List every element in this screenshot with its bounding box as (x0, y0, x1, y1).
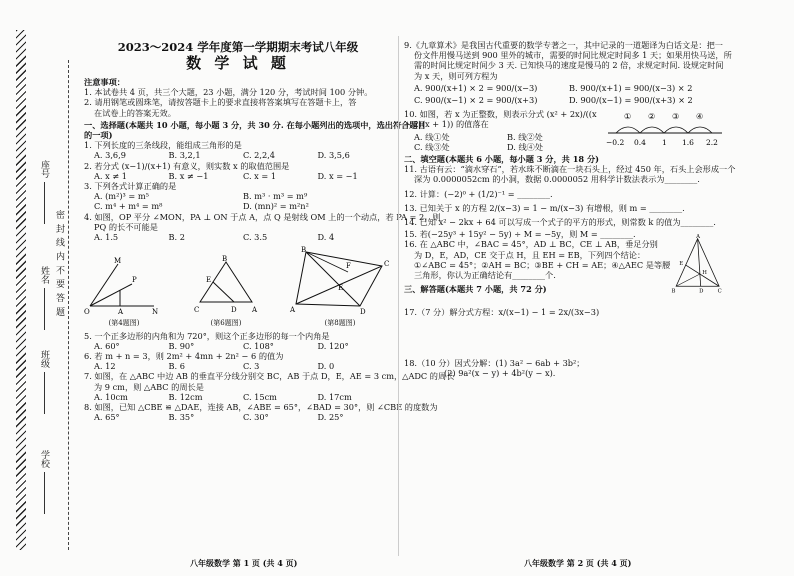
perpendicular-bisector-figure (186, 254, 266, 316)
option: A. 65° (94, 412, 120, 423)
question-1-options (84, 150, 392, 160)
option: D. 线④处 (507, 141, 544, 152)
question-4-options (84, 232, 392, 242)
label-E: E (338, 284, 344, 293)
figure-row (84, 246, 392, 328)
question-3-options (84, 201, 392, 211)
label-A: A (696, 234, 701, 241)
option: A. 线①处 (414, 131, 450, 142)
label-B: B (671, 288, 676, 295)
question-6-options (84, 361, 392, 371)
label-C: C (194, 306, 200, 315)
option: B. 2 (168, 232, 185, 243)
field-school (38, 450, 51, 514)
page-divider (398, 36, 399, 556)
page-2 (404, 40, 736, 378)
page-2-footer: 八年级数学 第 2 页 (共 4 页) (524, 558, 632, 568)
field-label: 学校 (39, 450, 49, 468)
figure-6 (186, 254, 266, 328)
question-16: ①∠ABC = 45°；②AH = BC；③BE + CH = AE；④△AEC 是等腰 (414, 259, 671, 270)
question-16: 16. 在 △ABC 中，∠BAC = 45°，AD ⊥ BC，CE ⊥ AB，垂足分别 (404, 239, 658, 250)
label-B: B (222, 255, 228, 264)
option: B. 900/(x+1) = 900/(x−3) × 2 (569, 82, 693, 93)
notice-line: 在试卷上的答案无效。 (94, 107, 176, 118)
arc-label-2: ② (648, 112, 656, 122)
question-17: 17.（7 分）解分式方程：x/(x−1) − 1 = 2x/(3x−3) (404, 307, 600, 318)
question-10: 10. 如图，若 x 为正整数，则表示分式 (x² + 2x)/((x + 2)(x + 1)) 的值落在 (404, 109, 597, 130)
option: C. 15cm (243, 391, 277, 402)
question-4: 4. 如图，OP 平分 ∠MON，PA ⊥ ON 于点 A，点 Q 是射线 OM 上的一个动点，若 PA = 2，则 (84, 211, 441, 222)
option: C. 2,2,4 (243, 150, 276, 161)
tick-label: 2.2 (706, 138, 718, 148)
figure-4-caption: (第4题图) (108, 319, 140, 328)
field-label: 姓名 (39, 266, 49, 284)
tick-label: 1.6 (682, 138, 694, 148)
question-16-text (404, 239, 670, 303)
tick-label: −0.2 (606, 138, 625, 148)
question-14: 14. 已知 x² − 2kx + 64 可以写成一个式子的平方的形式，则常数 k 的值为________. (404, 217, 716, 228)
option: D. 25° (317, 412, 344, 423)
section-1-heading: 一、选择题(本题共 10 小题，每小题 3 分，共 30 分. 在每小题列出的选项中，选出符合题目 (84, 119, 426, 130)
question-9: 9.《九章算术》是我国古代重要的数学专著之一，其中记录的一道题译为白话文是：把一 (404, 40, 723, 50)
field-class (38, 350, 51, 414)
section-1-heading: 的一项) (84, 130, 113, 141)
label-E: E (206, 276, 212, 285)
question-10-text (404, 109, 600, 152)
option: B. x ≠ −1 (168, 170, 209, 181)
question-5-options (84, 341, 392, 351)
question-16: 为 D，E，AD，CE 交于点 H，且 EH = EB，下列四个结论： (414, 249, 646, 260)
field-seat (38, 160, 51, 224)
label-P: P (132, 276, 137, 285)
angle-bisector-figure (84, 254, 164, 316)
option: B. m³ · m³ = m⁹ (243, 191, 308, 202)
section-3-heading: 三、解答题(本题共 7 小题，共 72 分) (404, 284, 547, 295)
option: B. 6 (168, 361, 185, 372)
question-11: 深为 0.0000052cm 的小洞，数据 0.0000052 用科学计数法表示为________. (414, 174, 700, 185)
congruent-triangles-figure (288, 246, 392, 316)
question-6: 6. 若 m + n = 3，则 2m² + 4mn + 2n² − 6 的值为 (84, 351, 284, 362)
hatch-border (16, 30, 26, 550)
option: B. 90° (168, 340, 195, 351)
label-H: H (702, 270, 708, 277)
label-D: D (699, 288, 704, 295)
binding-strip (14, 30, 64, 550)
question-3-options (84, 191, 392, 201)
option: A. 10cm (94, 391, 128, 402)
exam-title: 2023～2024 学年度第一学期期末考试八年级 (117, 40, 359, 54)
option: C. 线③处 (414, 141, 450, 152)
figure-6-caption: (第6题图) (210, 319, 242, 328)
arc-label-4: ④ (696, 112, 704, 122)
field-label: 班级 (39, 350, 49, 368)
option: D. (mn)² = m²n² (243, 201, 309, 212)
arc-label-3: ③ (672, 112, 680, 122)
question-10-options (404, 142, 600, 152)
option: C. 108° (243, 340, 274, 351)
question-7: 7. 如图，在 △ABC 中边 AB 的垂直平分线分别交 BC，AB 于点 D，E，AE = 3 cm，△ADC 的周长 (84, 371, 455, 382)
question-16: 三角形，你认为正确结论有________个. (414, 270, 556, 281)
option: D. 17cm (317, 391, 352, 402)
question-18: 18.（10 分）因式分解：(1) 3a² − 6ab + 3b²； (404, 357, 585, 368)
question-18: (2) 9a²(x − y) + 4b²(y − x). (444, 367, 556, 378)
label-C: C (384, 260, 390, 269)
question-2: 2. 若分式 (x−1)/(x+1) 有意义，则实数 x 的取值范围是 (84, 160, 290, 171)
label-M: M (114, 257, 122, 266)
tick-label: 1 (662, 138, 667, 148)
exam-subtitle: 数 学 试 题 (186, 54, 290, 72)
question-9: 需的时间比规定时间少 3 天. 已知快马的速度是慢马的 2 倍，求规定时间. 设规定时间 (414, 60, 724, 71)
figure-8-caption: (第8题图) (324, 319, 356, 328)
option: A. 900/(x+1) × 2 = 900/(x−3) (414, 82, 538, 93)
question-7-options (84, 392, 392, 402)
label-N: N (152, 308, 159, 317)
option: A. 12 (94, 361, 116, 372)
option: D. 4 (317, 232, 335, 243)
question-9: 份文件用慢马送到 900 里外的城市，需要的时间比规定时间多 1 天；如果用快马送，所 (414, 50, 732, 61)
question-8: 8. 如图，已知 △CBE ≌ △DAE，连接 AB，∠ABE = 65°，∠BAD = 30°，则 ∠CBE 的度数为 (84, 402, 438, 413)
question-2-options (84, 171, 392, 181)
answer-space (404, 318, 724, 358)
option: D. 120° (317, 340, 349, 351)
triangle-altitudes-figure (670, 225, 724, 303)
label-C: C (717, 288, 722, 295)
option: C. 30° (243, 412, 269, 423)
question-4: PQ 的长不可能是 (94, 221, 158, 232)
question-12: 12. 计算：(−2)⁰ + (1/2)⁻¹ = ________. (404, 188, 553, 199)
figure-4 (84, 254, 164, 328)
label-A: A (290, 306, 296, 315)
option: A. (m²)³ = m⁵ (94, 191, 149, 202)
seal-line-text: 密 封 线 内 不 要 答 题 (54, 210, 64, 318)
option: A. 60° (94, 340, 120, 351)
option: B. 12cm (168, 391, 203, 402)
question-3: 3. 下列各式计算正确的是 (84, 181, 177, 192)
option: C. 3.5 (243, 232, 268, 243)
option: C. 900/(x−1) × 2 = 900/(x+3) (414, 95, 538, 106)
section-2-heading: 二、填空题(本题共 6 小题，每小题 3 分，共 18 分) (404, 154, 600, 165)
option: D. x = −1 (317, 170, 358, 181)
option: B. 35° (168, 412, 195, 423)
option: C. 3 (243, 361, 260, 372)
label-A: A (252, 306, 258, 315)
number-line-figure (606, 109, 724, 149)
question-9-options (404, 95, 724, 105)
option: B. 3,2,1 (168, 150, 201, 161)
option: D. 0 (317, 361, 335, 372)
question-1: 1. 下列长度的三条线段，能组成三角形的是 (84, 140, 242, 151)
label-D: D (231, 306, 237, 315)
arc-label-1: ① (624, 112, 632, 122)
label-D: D (360, 308, 366, 317)
question-9: 为 x 天，则可列方程为 (414, 70, 498, 81)
question-8-options (84, 412, 392, 422)
option: D. 900/(x−1) = 900/(x+3) × 2 (569, 95, 693, 106)
notice-line: 1. 本试卷共 4 页，共三个大题，23 小题，满分 120 分，考试时间 100 分钟。 (84, 87, 373, 98)
label-B: B (301, 246, 307, 255)
option: C. m⁴ + m⁴ = m⁸ (94, 201, 163, 212)
question-10-options (404, 132, 600, 142)
question-7: 为 9 cm，则 △ABC 的周长是 (94, 381, 204, 392)
question-15: 15. 若(−25y³ + 15y² − 5y) ÷ M = −5y，则 M = ________. (404, 229, 636, 240)
question-5: 5. 一个正多边形的内角和为 720°，则这个正多边形的每一个内角是 (84, 330, 330, 341)
question-13: 13. 已知关于 x 的方程 2/(x−3) = 1 − m/(x−3) 有增根，则 m = ________. (404, 202, 685, 213)
label-F: F (346, 262, 351, 271)
option: D. 3,5,6 (317, 150, 350, 161)
page-1-footer: 八年级数学 第 1 页 (共 4 页) (190, 558, 298, 568)
option: A. 3,6,9 (94, 150, 126, 161)
label-E: E (679, 261, 684, 268)
option: A. 1.5 (94, 232, 119, 243)
question-9-options (404, 83, 724, 93)
tick-label: 0.4 (634, 138, 646, 148)
notice-title: 注意事项： (84, 77, 125, 87)
label-A: A (118, 308, 124, 317)
notice-line: 2. 请用钢笔或圆珠笔，请按答题卡上的要求直接将答案填写在答题卡上，答 (84, 97, 357, 108)
question-10-block (404, 109, 724, 152)
field-name (38, 266, 51, 330)
label-O: O (84, 308, 90, 317)
question-11: 11. 古语有云：“滴水穿石”，若水珠不断滴在一块石头上，经过 450 年，石头上会形成一个 (404, 164, 736, 175)
option: A. x ≠ 1 (94, 170, 128, 181)
figure-8 (288, 246, 392, 328)
option: B. 线②处 (507, 131, 543, 142)
seal-dashed-line (68, 60, 69, 550)
option: C. x = 1 (243, 170, 277, 181)
field-label: 座号 (39, 160, 49, 178)
